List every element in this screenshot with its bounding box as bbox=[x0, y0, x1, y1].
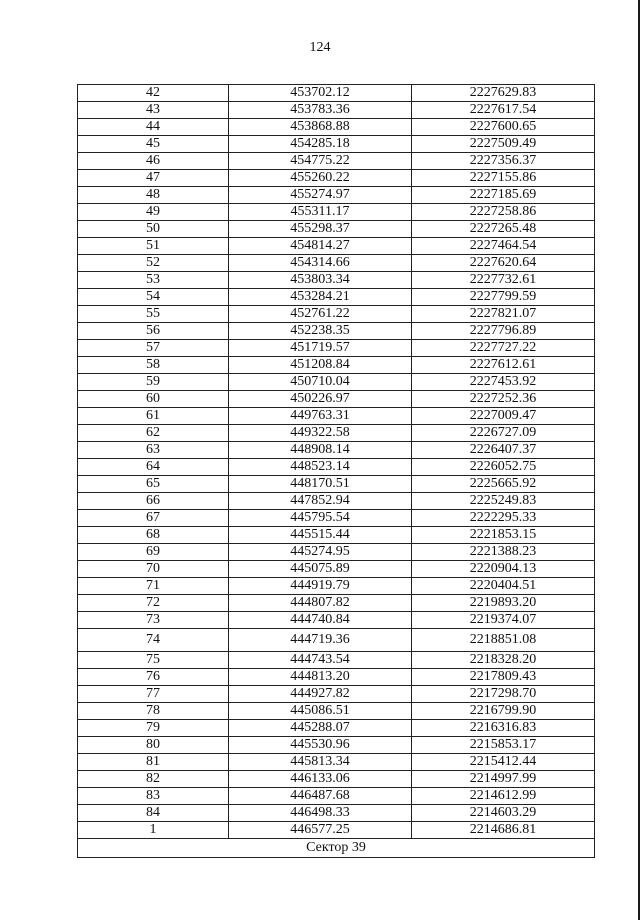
x-coordinate-cell: 444807.82 bbox=[229, 595, 412, 612]
point-number-cell: 56 bbox=[78, 323, 229, 340]
table-row bbox=[78, 510, 595, 527]
point-number-cell: 48 bbox=[78, 187, 229, 204]
point-number-cell: 81 bbox=[78, 754, 229, 771]
table-row bbox=[78, 476, 595, 493]
y-coordinate-cell: 2227258.86 bbox=[412, 204, 595, 221]
point-number-cell: 70 bbox=[78, 561, 229, 578]
x-coordinate-cell: 454775.22 bbox=[229, 153, 412, 170]
table-row bbox=[78, 527, 595, 544]
point-number-cell: 54 bbox=[78, 289, 229, 306]
x-coordinate-cell: 444719.36 bbox=[229, 629, 412, 652]
point-number-cell: 76 bbox=[78, 669, 229, 686]
table-row bbox=[78, 119, 595, 136]
x-coordinate-cell: 448523.14 bbox=[229, 459, 412, 476]
sector-label: Сектор 39 bbox=[78, 839, 595, 858]
table-row bbox=[78, 323, 595, 340]
y-coordinate-cell: 2227509.49 bbox=[412, 136, 595, 153]
x-coordinate-cell: 444919.79 bbox=[229, 578, 412, 595]
table-row bbox=[78, 374, 595, 391]
x-coordinate-cell: 445288.07 bbox=[229, 720, 412, 737]
x-coordinate-cell: 449763.31 bbox=[229, 408, 412, 425]
x-coordinate-cell: 444813.20 bbox=[229, 669, 412, 686]
coordinates-table bbox=[77, 84, 595, 858]
table-row bbox=[78, 272, 595, 289]
table-row bbox=[78, 459, 595, 476]
table-row bbox=[78, 221, 595, 238]
table-row bbox=[78, 754, 595, 771]
point-number-cell: 79 bbox=[78, 720, 229, 737]
point-number-cell: 51 bbox=[78, 238, 229, 255]
point-number-cell: 67 bbox=[78, 510, 229, 527]
point-number-cell: 55 bbox=[78, 306, 229, 323]
x-coordinate-cell: 452761.22 bbox=[229, 306, 412, 323]
y-coordinate-cell: 2214686.81 bbox=[412, 822, 595, 839]
point-number-cell: 77 bbox=[78, 686, 229, 703]
table-row bbox=[78, 340, 595, 357]
y-coordinate-cell: 2227453.92 bbox=[412, 374, 595, 391]
x-coordinate-cell: 448908.14 bbox=[229, 442, 412, 459]
y-coordinate-cell: 2215853.17 bbox=[412, 737, 595, 754]
point-number-cell: 75 bbox=[78, 652, 229, 669]
table-row bbox=[78, 238, 595, 255]
x-coordinate-cell: 445515.44 bbox=[229, 527, 412, 544]
point-number-cell: 74 bbox=[78, 629, 229, 652]
x-coordinate-cell: 444743.54 bbox=[229, 652, 412, 669]
point-number-cell: 59 bbox=[78, 374, 229, 391]
x-coordinate-cell: 450710.04 bbox=[229, 374, 412, 391]
table-row bbox=[78, 822, 595, 839]
x-coordinate-cell: 445086.51 bbox=[229, 703, 412, 720]
y-coordinate-cell: 2220904.13 bbox=[412, 561, 595, 578]
y-coordinate-cell: 2225665.92 bbox=[412, 476, 595, 493]
table-row bbox=[78, 561, 595, 578]
point-number-cell: 47 bbox=[78, 170, 229, 187]
page-number: 124 bbox=[309, 40, 331, 55]
y-coordinate-cell: 2227009.47 bbox=[412, 408, 595, 425]
x-coordinate-cell: 447852.94 bbox=[229, 493, 412, 510]
point-number-cell: 43 bbox=[78, 102, 229, 119]
point-number-cell: 64 bbox=[78, 459, 229, 476]
point-number-cell: 83 bbox=[78, 788, 229, 805]
y-coordinate-cell: 2215412.44 bbox=[412, 754, 595, 771]
y-coordinate-cell: 2227612.61 bbox=[412, 357, 595, 374]
point-number-cell: 50 bbox=[78, 221, 229, 238]
point-number-cell: 52 bbox=[78, 255, 229, 272]
point-number-cell: 45 bbox=[78, 136, 229, 153]
table-row bbox=[78, 187, 595, 204]
point-number-cell: 66 bbox=[78, 493, 229, 510]
coordinates-table-body bbox=[78, 85, 595, 858]
y-coordinate-cell: 2214997.99 bbox=[412, 771, 595, 788]
x-coordinate-cell: 455311.17 bbox=[229, 204, 412, 221]
x-coordinate-cell: 453803.34 bbox=[229, 272, 412, 289]
y-coordinate-cell: 2227620.64 bbox=[412, 255, 595, 272]
x-coordinate-cell: 446498.33 bbox=[229, 805, 412, 822]
y-coordinate-cell: 2214603.29 bbox=[412, 805, 595, 822]
y-coordinate-cell: 2220404.51 bbox=[412, 578, 595, 595]
point-number-cell: 44 bbox=[78, 119, 229, 136]
table-row bbox=[78, 788, 595, 805]
x-coordinate-cell: 455274.97 bbox=[229, 187, 412, 204]
table-row bbox=[78, 720, 595, 737]
point-number-cell: 73 bbox=[78, 612, 229, 629]
x-coordinate-cell: 448170.51 bbox=[229, 476, 412, 493]
x-coordinate-cell: 453868.88 bbox=[229, 119, 412, 136]
point-number-cell: 1 bbox=[78, 822, 229, 839]
y-coordinate-cell: 2221853.15 bbox=[412, 527, 595, 544]
point-number-cell: 61 bbox=[78, 408, 229, 425]
table-row bbox=[78, 703, 595, 720]
y-coordinate-cell: 2222295.33 bbox=[412, 510, 595, 527]
x-coordinate-cell: 446133.06 bbox=[229, 771, 412, 788]
table-row bbox=[78, 85, 595, 102]
table-row bbox=[78, 771, 595, 788]
y-coordinate-cell: 2227617.54 bbox=[412, 102, 595, 119]
point-number-cell: 60 bbox=[78, 391, 229, 408]
x-coordinate-cell: 451208.84 bbox=[229, 357, 412, 374]
sector-footer-row bbox=[78, 839, 595, 858]
x-coordinate-cell: 454814.27 bbox=[229, 238, 412, 255]
y-coordinate-cell: 2227155.86 bbox=[412, 170, 595, 187]
table-row bbox=[78, 204, 595, 221]
y-coordinate-cell: 2218328.20 bbox=[412, 652, 595, 669]
point-number-cell: 84 bbox=[78, 805, 229, 822]
table-row bbox=[78, 306, 595, 323]
table-row bbox=[78, 737, 595, 754]
y-coordinate-cell: 2225249.83 bbox=[412, 493, 595, 510]
point-number-cell: 62 bbox=[78, 425, 229, 442]
y-coordinate-cell: 2227252.36 bbox=[412, 391, 595, 408]
y-coordinate-cell: 2214612.99 bbox=[412, 788, 595, 805]
table-row bbox=[78, 578, 595, 595]
y-coordinate-cell: 2227629.83 bbox=[412, 85, 595, 102]
y-coordinate-cell: 2227185.69 bbox=[412, 187, 595, 204]
y-coordinate-cell: 2227464.54 bbox=[412, 238, 595, 255]
y-coordinate-cell: 2227727.22 bbox=[412, 340, 595, 357]
point-number-cell: 68 bbox=[78, 527, 229, 544]
point-number-cell: 57 bbox=[78, 340, 229, 357]
x-coordinate-cell: 445075.89 bbox=[229, 561, 412, 578]
x-coordinate-cell: 446577.25 bbox=[229, 822, 412, 839]
x-coordinate-cell: 449322.58 bbox=[229, 425, 412, 442]
y-coordinate-cell: 2216799.90 bbox=[412, 703, 595, 720]
x-coordinate-cell: 453702.12 bbox=[229, 85, 412, 102]
table-row bbox=[78, 102, 595, 119]
point-number-cell: 69 bbox=[78, 544, 229, 561]
x-coordinate-cell: 452238.35 bbox=[229, 323, 412, 340]
table-row bbox=[78, 425, 595, 442]
x-coordinate-cell: 445530.96 bbox=[229, 737, 412, 754]
table-row bbox=[78, 652, 595, 669]
point-number-cell: 65 bbox=[78, 476, 229, 493]
x-coordinate-cell: 455260.22 bbox=[229, 170, 412, 187]
point-number-cell: 78 bbox=[78, 703, 229, 720]
table-row bbox=[78, 136, 595, 153]
x-coordinate-cell: 453284.21 bbox=[229, 289, 412, 306]
table-row bbox=[78, 629, 595, 652]
table-row bbox=[78, 669, 595, 686]
x-coordinate-cell: 450226.97 bbox=[229, 391, 412, 408]
table-row bbox=[78, 805, 595, 822]
y-coordinate-cell: 2226727.09 bbox=[412, 425, 595, 442]
table-row bbox=[78, 170, 595, 187]
table-row bbox=[78, 391, 595, 408]
point-number-cell: 82 bbox=[78, 771, 229, 788]
x-coordinate-cell: 444740.84 bbox=[229, 612, 412, 629]
y-coordinate-cell: 2226052.75 bbox=[412, 459, 595, 476]
table-row bbox=[78, 255, 595, 272]
y-coordinate-cell: 2227356.37 bbox=[412, 153, 595, 170]
x-coordinate-cell: 445274.95 bbox=[229, 544, 412, 561]
table-row bbox=[78, 686, 595, 703]
y-coordinate-cell: 2217298.70 bbox=[412, 686, 595, 703]
table-row bbox=[78, 544, 595, 561]
point-number-cell: 49 bbox=[78, 204, 229, 221]
y-coordinate-cell: 2217809.43 bbox=[412, 669, 595, 686]
table-row bbox=[78, 357, 595, 374]
y-coordinate-cell: 2227796.89 bbox=[412, 323, 595, 340]
point-number-cell: 80 bbox=[78, 737, 229, 754]
point-number-cell: 71 bbox=[78, 578, 229, 595]
table-row bbox=[78, 408, 595, 425]
x-coordinate-cell: 455298.37 bbox=[229, 221, 412, 238]
x-coordinate-cell: 446487.68 bbox=[229, 788, 412, 805]
y-coordinate-cell: 2219374.07 bbox=[412, 612, 595, 629]
y-coordinate-cell: 2219893.20 bbox=[412, 595, 595, 612]
table-row bbox=[78, 493, 595, 510]
table-row bbox=[78, 612, 595, 629]
y-coordinate-cell: 2226407.37 bbox=[412, 442, 595, 459]
table-row bbox=[78, 153, 595, 170]
x-coordinate-cell: 453783.36 bbox=[229, 102, 412, 119]
y-coordinate-cell: 2221388.23 bbox=[412, 544, 595, 561]
point-number-cell: 42 bbox=[78, 85, 229, 102]
y-coordinate-cell: 2216316.83 bbox=[412, 720, 595, 737]
x-coordinate-cell: 451719.57 bbox=[229, 340, 412, 357]
x-coordinate-cell: 445795.54 bbox=[229, 510, 412, 527]
table-row bbox=[78, 595, 595, 612]
x-coordinate-cell: 444927.82 bbox=[229, 686, 412, 703]
x-coordinate-cell: 454285.18 bbox=[229, 136, 412, 153]
y-coordinate-cell: 2227265.48 bbox=[412, 221, 595, 238]
point-number-cell: 58 bbox=[78, 357, 229, 374]
x-coordinate-cell: 445813.34 bbox=[229, 754, 412, 771]
table-row bbox=[78, 442, 595, 459]
point-number-cell: 72 bbox=[78, 595, 229, 612]
table-row bbox=[78, 289, 595, 306]
y-coordinate-cell: 2227600.65 bbox=[412, 119, 595, 136]
y-coordinate-cell: 2227732.61 bbox=[412, 272, 595, 289]
point-number-cell: 63 bbox=[78, 442, 229, 459]
point-number-cell: 46 bbox=[78, 153, 229, 170]
y-coordinate-cell: 2227799.59 bbox=[412, 289, 595, 306]
y-coordinate-cell: 2227821.07 bbox=[412, 306, 595, 323]
y-coordinate-cell: 2218851.08 bbox=[412, 629, 595, 652]
x-coordinate-cell: 454314.66 bbox=[229, 255, 412, 272]
point-number-cell: 53 bbox=[78, 272, 229, 289]
